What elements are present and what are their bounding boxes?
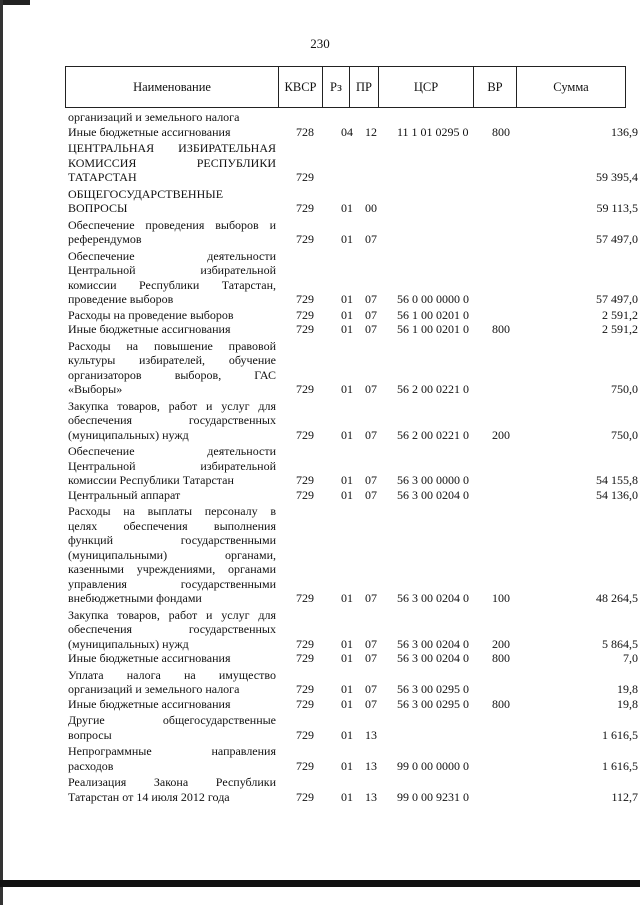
table-row	[68, 249, 640, 307]
cell-kvsr: 729	[296, 651, 314, 665]
cell-sum: 750,0	[611, 382, 638, 396]
cell-csr: 56 3 00 0295 0	[397, 696, 469, 711]
cell-vr: 800	[492, 322, 510, 336]
row-name-line: КОМИССИЯ РЕСПУБЛИКИ	[68, 155, 276, 170]
cell-rz: 01	[341, 292, 353, 306]
table-row	[68, 488, 640, 503]
cell-rz: 01	[341, 487, 353, 502]
cell-pr: 07	[365, 591, 377, 605]
table-row	[68, 308, 640, 323]
cell-pr: 00	[365, 201, 377, 215]
cell-pr: 07	[365, 382, 377, 396]
cell-pr: 13	[365, 758, 377, 773]
cell-pr: 07	[365, 636, 377, 651]
cell-vr: 200	[492, 427, 510, 442]
row-name-line: ТАТАРСТАН	[68, 170, 137, 184]
cell-sum: 2 591,2	[602, 322, 638, 336]
table-row	[68, 608, 640, 652]
cell-kvsr: 729	[296, 727, 314, 742]
row-name	[68, 249, 276, 307]
cell-kvsr: 729	[296, 789, 314, 804]
row-name-line: организаторов выборов, ГАС	[68, 367, 276, 382]
row-name-line: Другие общегосударственные	[68, 713, 276, 727]
table-row	[68, 668, 640, 697]
table-row	[68, 651, 640, 666]
cell-sum: 5 864,5	[602, 636, 638, 651]
cell-sum: 59 395,4	[596, 170, 638, 184]
row-name-line: Непрограммные направления	[68, 744, 276, 758]
cell-pr: 07	[365, 651, 377, 665]
row-name-line: Расходы на проведение выборов	[68, 307, 234, 322]
row-name	[68, 608, 276, 652]
table-row	[68, 504, 640, 606]
cell-pr: 07	[365, 473, 377, 487]
cell-kvsr: 729	[296, 307, 314, 322]
cell-kvsr: 729	[296, 292, 314, 306]
cell-rz: 01	[341, 591, 353, 605]
cell-kvsr: 729	[296, 591, 314, 605]
row-name-line: организаций и земельного налога	[68, 110, 240, 124]
table-row	[68, 697, 640, 712]
cell-pr: 07	[365, 307, 377, 322]
cell-rz: 01	[341, 427, 353, 442]
row-name	[68, 399, 276, 443]
row-name-line: Расходы на повышение правовой	[68, 338, 276, 353]
row-name-line: Реализация Закона Республики	[68, 775, 276, 789]
table-row	[68, 744, 640, 773]
cell-kvsr: 729	[296, 232, 314, 246]
header-csr: ЦСР	[378, 67, 473, 107]
row-name-line: вопросы	[68, 727, 112, 742]
cell-pr: 07	[365, 696, 377, 711]
row-name-line: комиссии Республики Татарстан	[68, 473, 234, 487]
row-name-line: Расходы на выплаты персоналу в	[68, 504, 276, 518]
cell-rz: 01	[341, 696, 353, 711]
scan-corner-mark	[0, 0, 30, 5]
table-row	[68, 322, 640, 337]
cell-vr: 800	[492, 696, 510, 711]
cell-kvsr: 729	[296, 201, 314, 215]
cell-rz: 01	[341, 307, 353, 322]
cell-csr: 56 2 00 0221 0	[397, 427, 469, 442]
cell-csr: 99 0 00 9231 0	[397, 789, 469, 804]
table-row	[68, 399, 640, 443]
row-name-line: обеспечения государственных	[68, 622, 276, 636]
header-vr: ВР	[473, 67, 516, 107]
cell-pr: 07	[365, 292, 377, 306]
cell-rz: 01	[341, 232, 353, 246]
row-name	[68, 187, 276, 216]
scan-left-edge	[0, 0, 3, 905]
row-name-line: Иные бюджетные ассигнования	[68, 124, 231, 139]
row-name-line: ОБЩЕГОСУДАРСТВЕННЫЕ	[68, 186, 224, 201]
cell-rz: 04	[341, 124, 353, 139]
cell-sum: 54 136,0	[596, 487, 638, 502]
cell-csr: 99 0 00 0000 0	[397, 758, 469, 773]
row-name	[68, 713, 276, 742]
page-number: 230	[310, 36, 330, 51]
row-name-line: управления государственными	[68, 576, 276, 591]
cell-csr: 56 0 00 0000 0	[397, 292, 469, 306]
cell-csr: 56 2 00 0221 0	[397, 382, 469, 396]
cell-rz: 01	[341, 651, 353, 665]
row-name-line: Закупка товаров, работ и услуг для	[68, 398, 276, 413]
row-name-line: организаций и земельного налога	[68, 682, 240, 696]
cell-sum: 54 155,8	[596, 473, 638, 487]
row-name-line: внебюджетными фондами	[68, 591, 202, 605]
table-header	[65, 66, 626, 108]
cell-rz: 01	[341, 682, 353, 696]
cell-rz: 01	[341, 727, 353, 742]
row-name-line: казенными учреждениями, органами	[68, 562, 276, 576]
cell-csr: 56 3 00 0295 0	[397, 682, 469, 696]
cell-kvsr: 729	[296, 636, 314, 651]
cell-rz: 01	[341, 382, 353, 396]
cell-kvsr: 729	[296, 758, 314, 773]
cell-vr: 200	[492, 636, 510, 651]
row-name-line: Центральный аппарат	[68, 487, 181, 502]
table-row	[68, 110, 640, 125]
cell-rz: 01	[341, 758, 353, 773]
table-body	[68, 110, 640, 804]
header-sum: Сумма	[516, 67, 625, 107]
header-rz: Рз	[322, 67, 349, 107]
cell-pr: 07	[365, 232, 377, 246]
row-name-line: «Выборы»	[68, 382, 123, 396]
row-name-line: проведение выборов	[68, 292, 174, 306]
cell-rz: 01	[341, 201, 353, 215]
row-name-line: (муниципальными) органами,	[68, 547, 276, 562]
table-row	[68, 444, 640, 488]
cell-rz: 01	[341, 789, 353, 804]
table-row	[68, 339, 640, 397]
cell-sum: 48 264,5	[596, 591, 638, 605]
cell-csr: 56 1 00 0201 0	[397, 322, 469, 336]
cell-sum: 57 497,0	[596, 292, 638, 306]
row-name-line: культуры избирателей, обучение	[68, 353, 276, 367]
cell-sum: 112,7	[611, 789, 638, 804]
cell-csr: 56 3 00 0204 0	[397, 591, 469, 605]
row-name	[68, 339, 276, 397]
cell-kvsr: 729	[296, 427, 314, 442]
row-name-line: ЦЕНТРАЛЬНАЯ ИЗБИРАТЕЛЬНАЯ	[68, 141, 276, 155]
cell-csr: 56 3 00 0204 0	[397, 636, 469, 651]
row-name-line: ВОПРОСЫ	[68, 201, 128, 215]
row-name	[68, 504, 276, 606]
header-pr: ПР	[349, 67, 378, 107]
row-name-line: Уплата налога на имуществo	[68, 667, 276, 682]
row-name	[68, 110, 276, 125]
row-name-line: Центральной избирательной	[68, 458, 276, 473]
cell-sum: 2 591,2	[602, 307, 638, 322]
cell-sum: 19,8	[617, 682, 638, 696]
cell-kvsr: 729	[296, 322, 314, 336]
cell-pr: 12	[365, 124, 377, 139]
row-name	[68, 125, 276, 140]
table-row	[68, 713, 640, 742]
cell-csr: 56 3 00 0000 0	[397, 473, 469, 487]
cell-pr: 07	[365, 682, 377, 696]
cell-rz: 01	[341, 473, 353, 487]
row-name-line: Обеспечение деятельности	[68, 248, 276, 263]
cell-vr: 100	[492, 591, 510, 605]
cell-kvsr: 729	[296, 473, 314, 487]
table-row	[68, 187, 640, 216]
row-name-line: Иные бюджетные ассигнования	[68, 651, 231, 665]
row-name	[68, 308, 276, 323]
row-name	[68, 141, 276, 185]
cell-csr: 11 1 01 0295 0	[397, 124, 469, 139]
cell-kvsr: 729	[296, 170, 314, 184]
cell-pr: 07	[365, 427, 377, 442]
row-name-line: Обеспечение проведения выборов и	[68, 217, 276, 232]
cell-kvsr: 729	[296, 696, 314, 711]
row-name	[68, 697, 276, 712]
table-row	[68, 125, 640, 140]
row-name-line: Обеспечение деятельности	[68, 444, 276, 458]
table-row	[68, 218, 640, 247]
row-name-line: Татарстан от 14 июля 2012 года	[68, 789, 230, 804]
row-name-line: обеспечения государственных	[68, 413, 276, 427]
cell-csr: 56 3 00 0204 0	[397, 651, 469, 665]
cell-kvsr: 729	[296, 682, 314, 696]
cell-rz: 01	[341, 636, 353, 651]
cell-sum: 57 497,0	[596, 232, 638, 246]
cell-sum: 7,0	[623, 651, 638, 665]
row-name	[68, 775, 276, 804]
row-name	[68, 218, 276, 247]
cell-sum: 59 113,5	[596, 201, 638, 215]
cell-rz: 01	[341, 322, 353, 336]
cell-sum: 136,9	[611, 124, 638, 139]
cell-csr: 56 3 00 0204 0	[397, 487, 469, 502]
cell-pr: 07	[365, 487, 377, 502]
row-name-line: целях обеспечения выполнения	[68, 518, 276, 533]
cell-kvsr: 729	[296, 487, 314, 502]
cell-sum: 19,8	[617, 696, 638, 711]
row-name-line: комиссии Республики Татарстан,	[68, 277, 276, 292]
table-row	[68, 775, 640, 804]
cell-pr: 07	[365, 322, 377, 336]
row-name	[68, 668, 276, 697]
row-name	[68, 444, 276, 488]
row-name-line: (муниципальных) нужд	[68, 427, 189, 442]
cell-pr: 13	[365, 727, 377, 742]
row-name-line: расходов	[68, 758, 114, 773]
cell-kvsr: 728	[296, 124, 314, 139]
scan-bottom-edge	[0, 880, 640, 887]
row-name	[68, 651, 276, 666]
table-row	[68, 141, 640, 185]
cell-sum: 1 616,5	[602, 727, 638, 742]
row-name-line: Центральной избирательной	[68, 263, 276, 277]
cell-pr: 13	[365, 789, 377, 804]
row-name-line: Иные бюджетные ассигнования	[68, 696, 231, 711]
row-name-line: референдумов	[68, 232, 142, 246]
row-name-line: функций государственными	[68, 533, 276, 547]
row-name	[68, 744, 276, 773]
header-kvsr: КВСР	[278, 67, 322, 107]
row-name-line: Иные бюджетные ассигнования	[68, 322, 231, 336]
cell-csr: 56 1 00 0201 0	[397, 307, 469, 322]
row-name	[68, 322, 276, 337]
row-name-line: (муниципальных) нужд	[68, 636, 189, 651]
row-name-line: Закупка товаров, работ и услуг для	[68, 607, 276, 622]
cell-vr: 800	[492, 124, 510, 139]
header-name: Наименование	[133, 79, 211, 94]
row-name	[68, 488, 276, 503]
cell-sum: 1 616,5	[602, 758, 638, 773]
cell-kvsr: 729	[296, 382, 314, 396]
cell-vr: 800	[492, 651, 510, 665]
cell-sum: 750,0	[611, 427, 638, 442]
